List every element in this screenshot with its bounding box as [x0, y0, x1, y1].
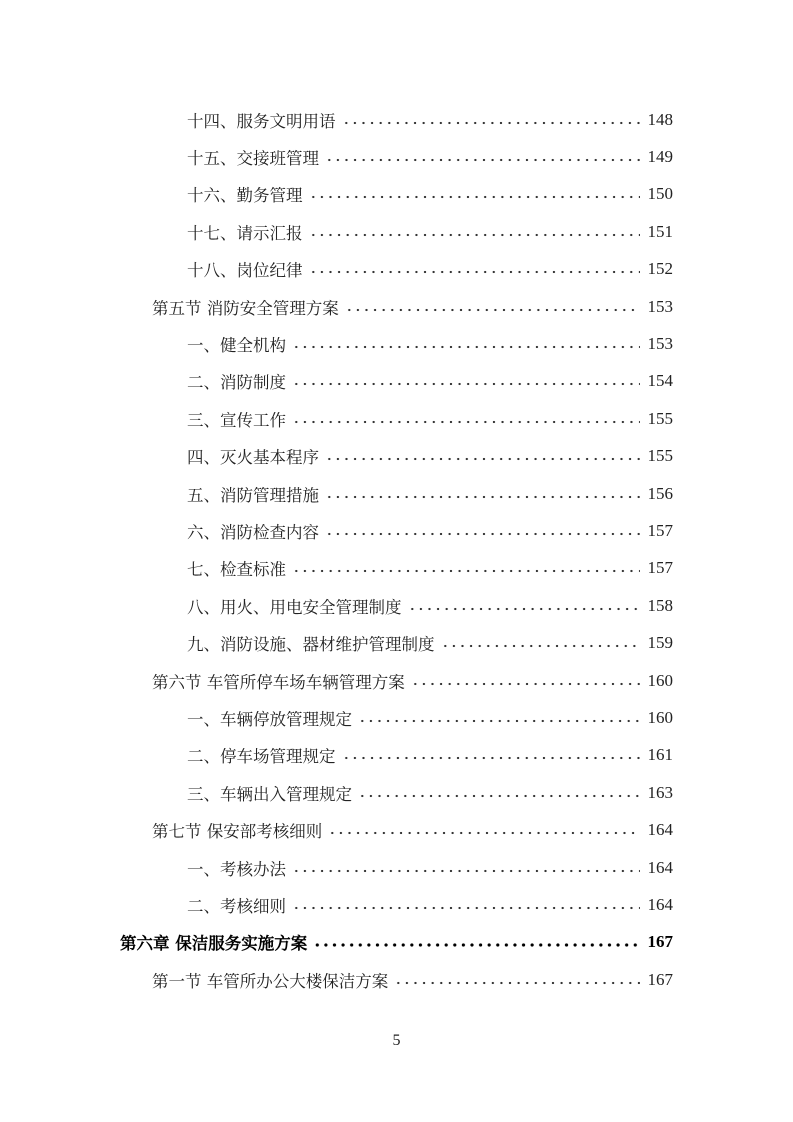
toc-entry-title: 十五、交接班管理 — [187, 149, 319, 169]
toc-subsection-entry[interactable] — [0, 325, 673, 362]
dot-leader — [408, 606, 640, 612]
dot-leader — [292, 344, 640, 350]
toc-entry-page: 153 — [647, 296, 673, 316]
toc-subsection-entry[interactable] — [0, 101, 673, 138]
toc-entry-page: 153 — [647, 334, 673, 354]
toc-entry-page: 152 — [647, 259, 673, 279]
toc-entry-page: 159 — [647, 633, 673, 653]
toc-subsection-entry[interactable] — [0, 400, 673, 437]
toc-entry-page: 160 — [647, 670, 673, 690]
toc-subsection-entry[interactable] — [0, 363, 673, 400]
toc-subsection-entry[interactable] — [0, 251, 673, 288]
toc-subsection-entry[interactable] — [0, 550, 673, 587]
toc-entry-page: 164 — [647, 857, 673, 877]
toc-entry-title: 三、车辆出入管理规定 — [187, 784, 352, 804]
toc-subsection-entry[interactable] — [0, 624, 673, 661]
toc-entry-title: 九、消防设施、器材维护管理制度 — [187, 635, 435, 655]
toc-entry-title: 七、检查标准 — [187, 560, 286, 580]
toc-entry-title: 第一节 车管所办公大楼保洁方案 — [152, 971, 389, 991]
toc-subsection-entry[interactable] — [0, 138, 673, 175]
dot-leader — [358, 793, 640, 799]
toc-entry-page: 160 — [647, 707, 673, 727]
dot-leader — [328, 830, 639, 836]
toc-chapter-entry[interactable] — [0, 924, 673, 961]
dot-leader — [292, 381, 640, 387]
toc-entry-page: 148 — [647, 109, 673, 129]
toc-entry-page: 158 — [647, 595, 673, 615]
toc-entry-page: 157 — [647, 558, 673, 578]
toc-entry-title: 十六、勤务管理 — [187, 186, 303, 206]
toc-section-entry[interactable] — [0, 811, 673, 848]
dot-leader — [292, 568, 640, 574]
toc-entry-page: 157 — [647, 520, 673, 540]
toc-entry-title: 八、用火、用电安全管理制度 — [187, 597, 402, 617]
toc-entry-page: 155 — [647, 446, 673, 466]
dot-leader — [342, 755, 640, 761]
toc-subsection-entry[interactable] — [0, 438, 673, 475]
toc-subsection-entry[interactable] — [0, 176, 673, 213]
dot-leader — [313, 942, 639, 948]
dot-leader — [292, 905, 640, 911]
toc-entry-title: 第五节 消防安全管理方案 — [152, 298, 339, 318]
toc-entry-title: 十七、请示汇报 — [187, 223, 303, 243]
toc-entry-title: 三、宣传工作 — [187, 410, 286, 430]
toc-subsection-entry[interactable] — [0, 886, 673, 923]
toc-entry-title: 二、消防制度 — [187, 373, 286, 393]
toc-entry-title: 十四、服务文明用语 — [187, 111, 336, 131]
toc-entry-title: 一、健全机构 — [187, 336, 286, 356]
toc-entry-page: 167 — [647, 932, 673, 952]
dot-leader — [358, 718, 640, 724]
toc-subsection-entry[interactable] — [0, 213, 673, 250]
toc-entry-title: 第六节 车管所停车场车辆管理方案 — [152, 672, 405, 692]
toc-entry-title: 十八、岗位纪律 — [187, 261, 303, 281]
toc-entry-title: 第六章 保洁服务实施方案 — [120, 934, 308, 954]
toc-entry-page: 164 — [647, 820, 673, 840]
dot-leader — [441, 643, 640, 649]
dot-leader — [309, 232, 640, 238]
toc-entry-page: 167 — [647, 969, 673, 989]
toc-entry-title: 一、车辆停放管理规定 — [187, 709, 352, 729]
toc-entry-title: 四、灭火基本程序 — [187, 448, 319, 468]
dot-leader — [309, 269, 640, 275]
toc-subsection-entry[interactable] — [0, 475, 673, 512]
toc-entry-page: 163 — [647, 782, 673, 802]
toc-subsection-entry[interactable] — [0, 587, 673, 624]
toc-subsection-entry[interactable] — [0, 849, 673, 886]
dot-leader — [342, 120, 640, 126]
dot-leader — [394, 980, 639, 986]
dot-leader — [411, 681, 640, 687]
toc-subsection-entry[interactable] — [0, 512, 673, 549]
toc-section-entry[interactable] — [0, 961, 673, 998]
dot-leader — [345, 307, 640, 313]
toc-subsection-entry[interactable] — [0, 774, 673, 811]
dot-leader — [325, 157, 640, 163]
toc-entry-title: 一、考核办法 — [187, 859, 286, 879]
dot-leader — [309, 194, 640, 200]
toc-entry-page: 155 — [647, 408, 673, 428]
toc-entry-title: 第七节 保安部考核细则 — [152, 822, 323, 842]
dot-leader — [325, 531, 640, 537]
toc-entry-title: 二、考核细则 — [187, 896, 286, 916]
toc-section-entry[interactable] — [0, 288, 673, 325]
toc-entry-page: 164 — [647, 894, 673, 914]
dot-leader — [325, 456, 640, 462]
page-number: 5 — [392, 1032, 401, 1049]
table-of-contents — [0, 101, 793, 998]
toc-entry-page: 156 — [647, 483, 673, 503]
toc-entry-page: 150 — [647, 184, 673, 204]
toc-subsection-entry[interactable] — [0, 737, 673, 774]
toc-subsection-entry[interactable] — [0, 699, 673, 736]
toc-entry-title: 二、停车场管理规定 — [187, 747, 336, 767]
toc-entry-page: 161 — [647, 745, 673, 765]
toc-entry-title: 六、消防检查内容 — [187, 522, 319, 542]
toc-section-entry[interactable] — [0, 662, 673, 699]
toc-entry-page: 154 — [647, 371, 673, 391]
dot-leader — [325, 494, 640, 500]
toc-entry-title: 五、消防管理措施 — [187, 485, 319, 505]
dot-leader — [292, 868, 640, 874]
toc-entry-page: 149 — [647, 147, 673, 167]
dot-leader — [292, 419, 640, 425]
toc-entry-page: 151 — [647, 221, 673, 241]
